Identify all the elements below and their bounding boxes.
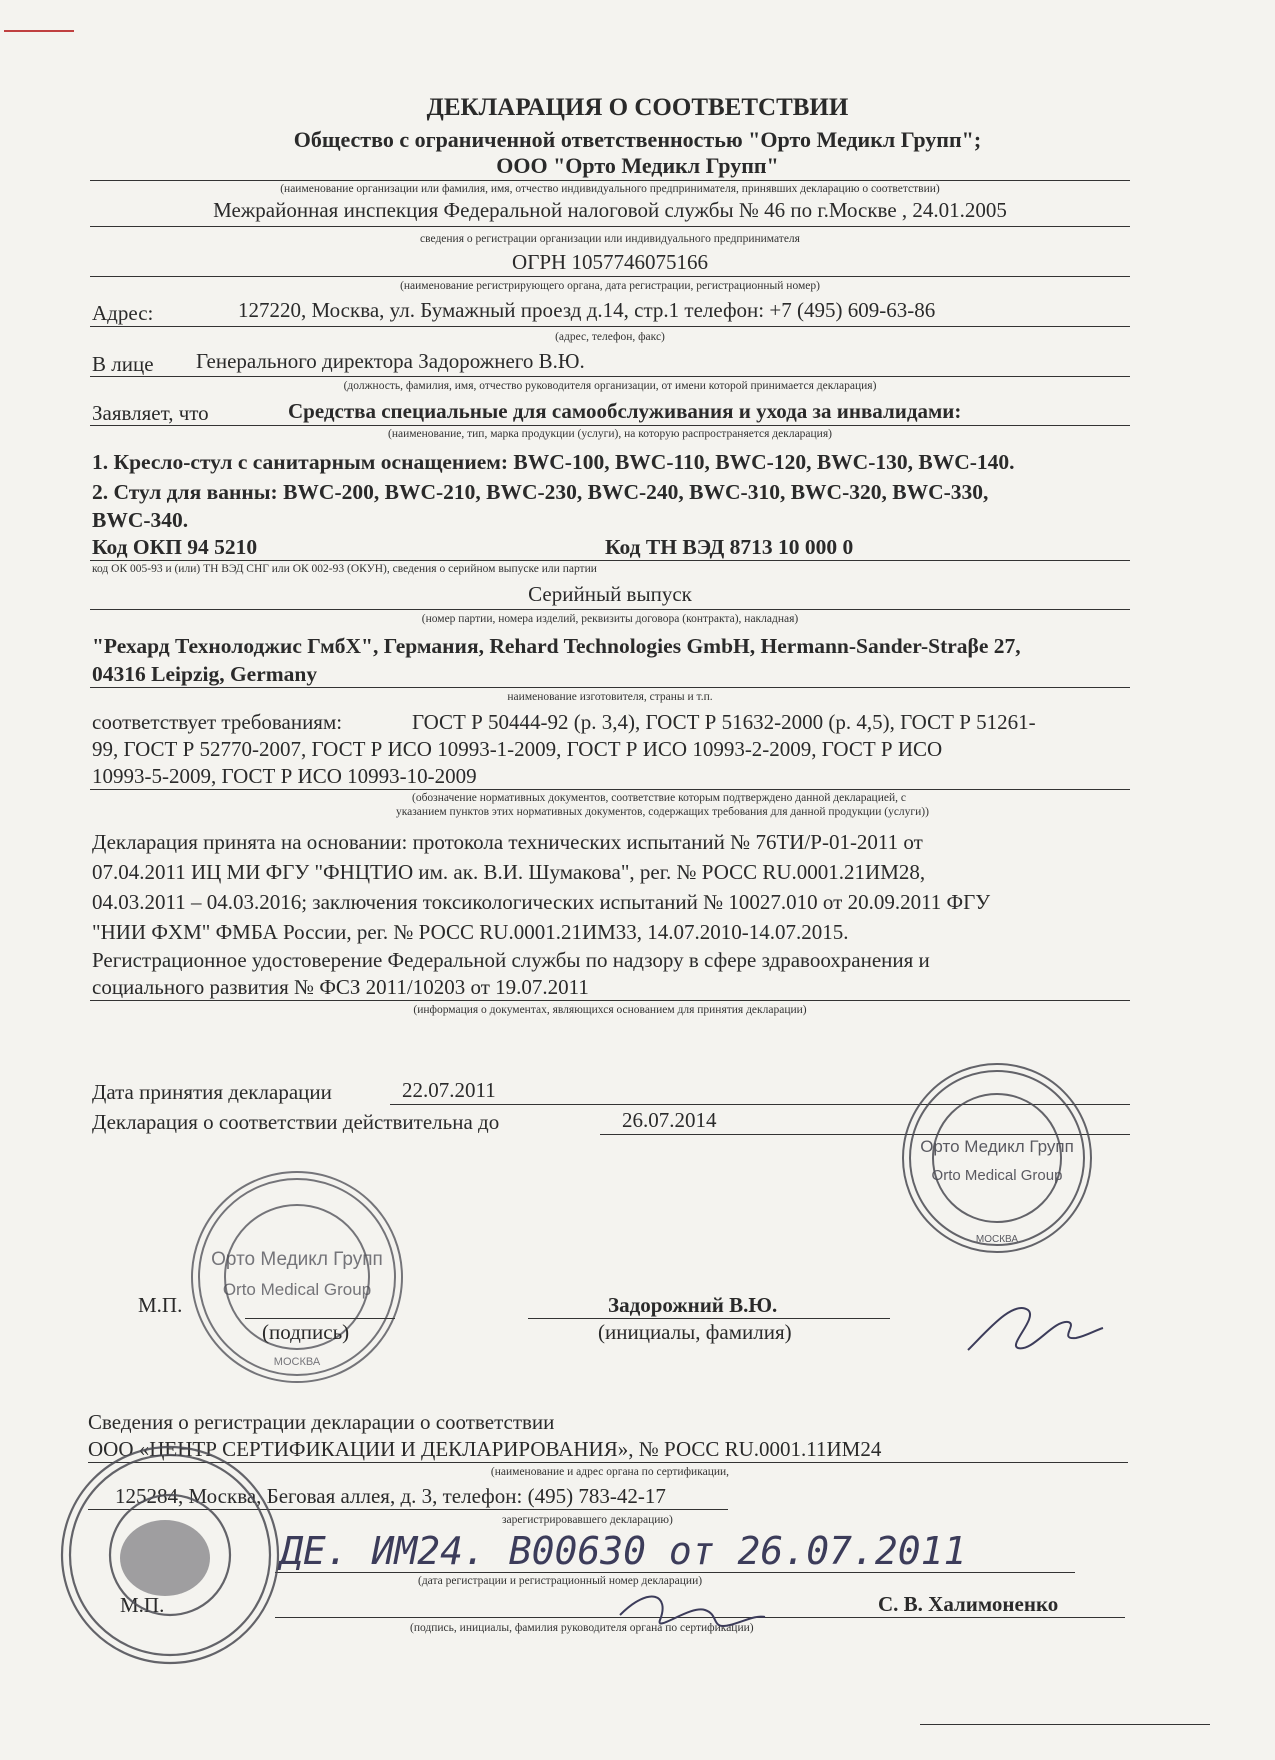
certification-seal: [55, 1440, 285, 1670]
manufacturer-line-1: "Рехард Технолоджис ГмбХ", Германия, Rehard Technologies GmbH, Hermann-Sander-Straβe 27,: [92, 634, 1021, 658]
rule-6: [90, 425, 1130, 426]
rule-9: [90, 687, 1130, 688]
caption-standards-2: указанием пунктов этих нормативных документов, содержащих требования для данной продукции (услуги)): [396, 806, 929, 818]
representative-value: Генерального директора Задорожнего В.Ю.: [196, 349, 585, 373]
director-name: Задорожний В.Ю.: [608, 1293, 778, 1317]
mp-label-bottom: М.П.: [120, 1593, 165, 1617]
svg-text:Орто Медикл Групп: Орто Медикл Групп: [920, 1137, 1074, 1156]
caption-registration: сведения о регистрации организации или индивидуального предпринимателя: [420, 233, 800, 245]
caption-org: (наименование организации или фамилия, имя, отчество индивидуального предпринимателя, принявших декларацию о соответствии): [280, 183, 940, 195]
product-line-1: 1. Кресло-стул с санитарным оснащением: BWC-100, BWC-110, BWC-120, BWC-130, BWC-140.: [92, 450, 1015, 474]
org-full-name: Общество с ограниченной ответственностью "Орто Медикл Групп";: [293, 127, 982, 152]
signature-caption: (подпись): [262, 1320, 350, 1344]
product-line-2: 2. Стул для ванны: BWC-200, BWC-210, BWC-230, BWC-240, BWC-310, BWC-320, BWC-330,: [92, 480, 989, 504]
accepted-label: Дата принятия декларации: [92, 1080, 332, 1104]
caption-registrar: (наименование регистрирующего органа, дата регистрации, регистрационный номер): [400, 280, 820, 292]
basis-line-1: Декларация принята на основании: протокола технических испытаний № 76ТИ/Р-01-2011 от: [92, 830, 923, 854]
caption-codes: код ОК 005-93 и (или) ТН ВЭД СНГ или ОК 002-93 (ОКУН), сведения о серийном выпуске или партии: [92, 563, 597, 575]
caption-basis: (информация о документах, являющихся основанием для принятия декларации): [413, 1004, 807, 1016]
address-label: Адрес:: [92, 301, 154, 325]
accepted-date: 22.07.2011: [402, 1078, 496, 1102]
mp-label-left: М.П.: [138, 1293, 183, 1317]
registration-authority: Межрайонная инспекция Федеральной налоговой службы № 46 по г.Москве , 24.01.2005: [213, 198, 1007, 222]
registration-handwritten: ДЕ. ИМ24. В00630 от 26.07.2011: [280, 1529, 967, 1573]
rule-10: [90, 789, 1130, 790]
basis-line-5: Регистрационное удостоверение Федеральной службы по надзору в сфере здравоохранения и: [92, 948, 930, 972]
basis-line-3: 04.03.2011 – 04.03.2016; заключения токсикологических испытаний № 10027.010 от 20.09.2011 ФГУ: [92, 890, 991, 914]
certification-heading: Сведения о регистрации декларации о соответствии: [88, 1410, 555, 1434]
basis-line-6: социального развития № ФСЗ 2011/10203 от 19.07.2011: [92, 975, 589, 999]
caption-representative: (должность, фамилия, имя, отчество руководителя организации, от имени которой принимается декларация): [343, 380, 877, 392]
rule-bottom: [920, 1724, 1210, 1725]
product-label: Заявляет, что: [92, 401, 209, 425]
rule-5: [90, 376, 1130, 377]
standards-line-2: 99, ГОСТ Р 52770-2007, ГОСТ Р ИСО 10993-1-2009, ГОСТ Р ИСО 10993-2-2009, ГОСТ Р ИСО: [92, 737, 943, 761]
rule-name: [528, 1318, 890, 1319]
manufacturer-line-2: 04316 Leipzig, Germany: [92, 662, 318, 686]
caption-cert-date: (дата регистрации и регистрационный номер декларации): [418, 1575, 703, 1587]
rule-3: [90, 276, 1130, 277]
svg-text:Орто Медикл Групп: Орто Медикл Групп: [211, 1249, 383, 1270]
caption-cert-head: (подпись, инициалы, фамилия руководителя органа по сертификации): [410, 1622, 754, 1634]
basis-line-4: "НИИ ФХМ" ФМБА России, рег. № РОСС RU.0001.21ИМ33, 14.07.2010-14.07.2015.: [92, 920, 849, 944]
representative-label: В лице: [92, 352, 154, 376]
caption-cert-body: (наименование и адрес органа по сертификации,: [490, 1466, 730, 1478]
caption-standards-1: (обозначение нормативных документов, соответствие которым подтверждено данной декларацией, с: [412, 792, 906, 804]
standards-line-1: ГОСТ Р 50444-92 (р. 3,4), ГОСТ Р 51632-2000 (р. 4,5), ГОСТ Р 51261-: [412, 710, 1036, 734]
name-caption: (инициалы, фамилия): [598, 1320, 792, 1344]
document-title: ДЕКЛАРАЦИЯ О СООТВЕТСТВИИ: [426, 94, 849, 121]
svg-text:МОСКВА: МОСКВА: [975, 1234, 1019, 1245]
tnved-code: Код ТН ВЭД 8713 10 000 0: [605, 535, 854, 559]
valid-label: Декларация о соответствии действительна до: [92, 1110, 500, 1134]
rule-2: [90, 226, 1130, 227]
caption-product: (наименование, тип, марка продукции (услуги), на которую распространяется декларация): [388, 428, 832, 440]
director-signature: [958, 1290, 1108, 1370]
company-seal-right: [897, 1058, 1097, 1258]
rule-signature: [245, 1318, 395, 1319]
rule-14: [275, 1572, 1075, 1573]
okp-code: Код ОКП 94 5210: [92, 535, 258, 559]
certification-signature: [610, 1575, 770, 1645]
standards-label: соответствует требованиям:: [92, 710, 343, 734]
svg-text:МОСКВА: МОСКВА: [273, 1356, 321, 1368]
org-short-name: ООО "Орто Медикл Групп": [496, 153, 779, 178]
rule-7: [90, 560, 1130, 561]
ogrn: ОГРН 1057746075166: [512, 250, 708, 274]
product-line-3: BWC-340.: [92, 508, 189, 532]
rule-11: [90, 1000, 1130, 1001]
caption-batch: (номер партии, номера изделий, реквизиты договора (контракта), накладная): [421, 613, 799, 625]
product-category: Средства специальные для самообслуживания и ухода за инвалидами:: [288, 399, 962, 423]
caption-cert-registered: зарегистрировавшего декларацию): [502, 1514, 673, 1526]
certification-address: 125284, Москва, Беговая аллея, д. 3, телефон: (495) 783-42-17: [115, 1484, 666, 1508]
series-release: Серийный выпуск: [528, 582, 692, 606]
basis-line-2: 07.04.2011 ИЦ МИ ФГУ "ФНЦТИО им. ак. В.И. Шумакова", рег. № РОСС RU.0001.21ИМ28,: [92, 860, 926, 884]
caption-address: (адрес, телефон, факс): [555, 331, 665, 343]
rule-4: [90, 326, 1130, 327]
caption-manufacturer: наименование изготовителя, страны и т.п.: [507, 691, 713, 703]
svg-text:Orto Medical Group: Orto Medical Group: [931, 1167, 1063, 1184]
valid-date: 26.07.2014: [622, 1108, 717, 1132]
certification-head: С. В. Халимоненко: [878, 1592, 1059, 1616]
standards-line-3: 10993-5-2009, ГОСТ Р ИСО 10993-10-2009: [92, 764, 477, 788]
svg-text:Orto Medical Group: Orto Medical Group: [222, 1280, 372, 1299]
corner-mark: [4, 30, 74, 32]
certification-body: ООО «ЦЕНТР СЕРТИФИКАЦИИ И ДЕКЛАРИРОВАНИЯ», № РОСС RU.0001.11ИМ24: [88, 1437, 882, 1461]
address-value: 127220, Москва, ул. Бумажный проезд д.14, стр.1 телефон: +7 (495) 609-63-86: [238, 298, 936, 322]
rule-8: [90, 609, 1130, 610]
company-seal-left: [185, 1165, 410, 1390]
rule-1: [90, 180, 1130, 181]
